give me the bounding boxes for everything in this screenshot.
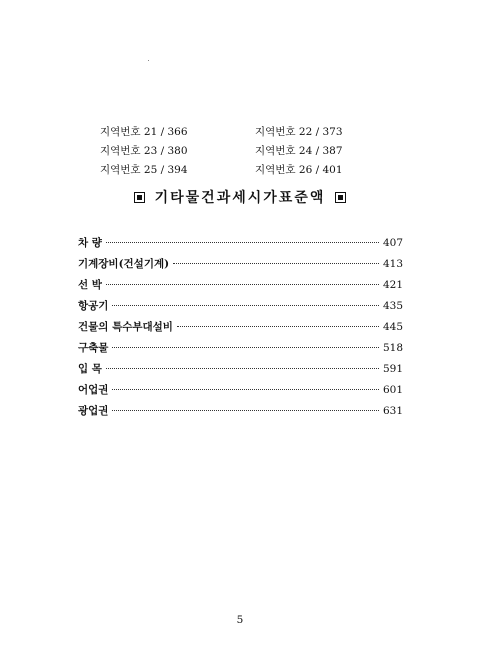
table-of-contents (78, 233, 403, 422)
square-bullet-icon (134, 192, 145, 203)
square-bullet-icon (335, 192, 346, 203)
toc-row (78, 275, 403, 296)
toc-label: 입 목 (78, 363, 102, 375)
toc-label: 선 박 (78, 279, 102, 291)
toc-leader (173, 263, 379, 264)
region-index (100, 125, 400, 178)
toc-leader (106, 284, 379, 285)
toc-leader (177, 326, 379, 327)
region-entry: 지역번호 25 / 394 (100, 164, 188, 176)
toc-leader (112, 305, 379, 306)
toc-leader (112, 347, 379, 348)
toc-leader (112, 389, 379, 390)
toc-leader (106, 368, 379, 369)
region-entry: 지역번호 21 / 366 (100, 126, 188, 138)
toc-label: 차 량 (78, 237, 102, 249)
toc-page: 421 (382, 279, 403, 291)
toc-row (78, 359, 403, 380)
section-heading (0, 188, 480, 208)
section-heading-text: 기타물건과세시가표준액 (154, 190, 326, 206)
toc-page: 591 (382, 363, 403, 375)
toc-row (78, 254, 403, 275)
region-entry: 지역번호 24 / 387 (255, 145, 343, 157)
toc-page: 601 (382, 384, 403, 396)
region-entry: 지역번호 22 / 373 (255, 126, 343, 138)
region-entry: 지역번호 26 / 401 (255, 164, 343, 176)
toc-row (78, 380, 403, 401)
toc-leader (112, 410, 379, 411)
toc-label: 구축물 (78, 342, 109, 354)
toc-page: 413 (382, 258, 403, 270)
toc-label: 건물의 특수부대설비 (78, 321, 173, 333)
region-entry: 지역번호 23 / 380 (100, 145, 188, 157)
toc-row (78, 296, 403, 317)
toc-page: 445 (382, 321, 403, 333)
toc-label: 광업권 (78, 405, 109, 417)
scan-speck (148, 60, 149, 61)
toc-row (78, 233, 403, 254)
toc-leader (106, 242, 379, 243)
toc-row (78, 338, 403, 359)
toc-row (78, 401, 403, 422)
toc-page: 435 (382, 300, 403, 312)
toc-label: 항공기 (78, 300, 109, 312)
toc-page: 407 (382, 237, 403, 249)
toc-page: 518 (382, 342, 403, 354)
page-number: 5 (236, 614, 244, 626)
toc-page: 631 (382, 405, 403, 417)
toc-label: 어업권 (78, 384, 109, 396)
toc-row (78, 317, 403, 338)
toc-label: 기계장비(건설기계) (78, 258, 170, 270)
